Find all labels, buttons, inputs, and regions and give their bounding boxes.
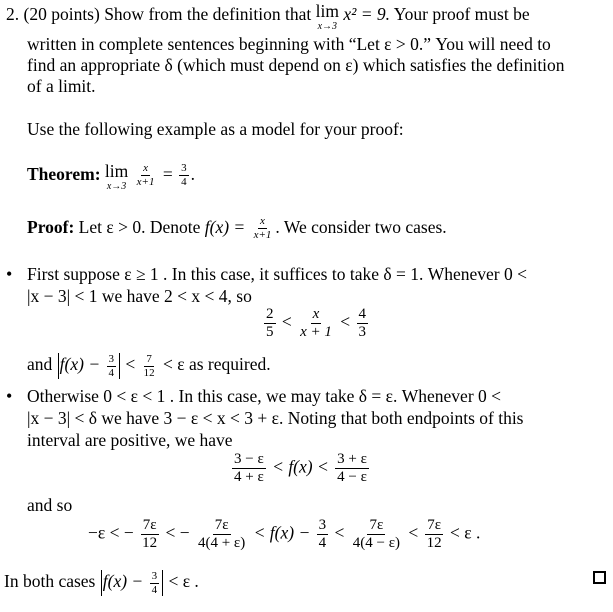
case2-line-3: interval are positive, we have — [27, 430, 233, 450]
theorem-line: Theorem: lim x→3 $\frac{x}{x+1}$ = $\frac{3}{4}$ . — [27, 161, 195, 192]
problem-line-2: written in complete sentences beginning with “Let ε > 0.” You will need to — [27, 34, 551, 54]
problem-line-3: find an appropriate δ (which must depend on ε) which satisfies the definition — [27, 55, 565, 75]
theorem-limit: lim x→3 — [104, 161, 129, 192]
model-intro: Use the following example as a model for your proof: — [27, 119, 404, 139]
case2-line-2: |x − 3| < δ we have 3 − ε < x < 3 + ε. Noting that both endpoints of this — [27, 408, 524, 428]
case1-inequality: $\frac{2}{5}$ < $\frac{x}{x + 1}$ < $\frac{4}{3}$ — [266, 306, 367, 340]
case1-line-1: First suppose ε ≥ 1 . In this case, it suffices to take δ = 1. Whenever 0 < — [27, 264, 528, 284]
case1-bound: and f(x) − $\frac{3}{4}$ < $\frac{7}{12}$ < ε as required. — [27, 352, 271, 379]
bullet-2: • — [6, 386, 13, 406]
case2-inequality: $\frac{3 - \varepsilon}{4 + \varepsilon}$ < f(x) < $\frac{3 + \varepsilon}{4 - \varepsilon}$ — [234, 451, 367, 485]
and-so: and so — [27, 495, 73, 515]
theorem-rhs: $\frac{3}{4}$ — [181, 162, 187, 189]
case2-line-1: Otherwise 0 < ε < 1 . In this case, we may take δ = ε. Whenever 0 < — [27, 386, 502, 406]
theorem-fraction: $\frac{x}{x+1}$ — [136, 162, 155, 189]
qed-square-icon — [593, 571, 606, 584]
problem-line-1: 2. (20 points) Show from the definition that lim x→3 x² = 9. Your proof must be — [6, 1, 530, 32]
limit-operator: lim x→3 — [315, 1, 339, 32]
bullet-1: • — [6, 264, 13, 284]
problem-line-4: of a limit. — [27, 76, 96, 96]
conclusion-line: In both cases f(x) − $\frac{3}{4}$ < ε . — [4, 569, 199, 596]
proof-line: Proof: Let ε > 0. Denote f(x) = $\frac{x}{x+1}$ . We consider two cases. — [27, 215, 447, 242]
proof-fraction: $\frac{x}{x+1}$ — [253, 215, 272, 242]
case2-chain: −ε < − $\frac{7\varepsilon}{12}$ < − $\frac{7\varepsilon}{4(4 + \varepsilon)}$ < f(x) − $\frac{3}{4}$ < $\frac{7\varepsilon}{4(4 - \varepsilon)}$ < $\frac{7\varepsilon}{12}$ < ε . — [88, 517, 481, 551]
case1-line-2: |x − 3| < 1 we have 2 < x < 4, so — [27, 286, 252, 306]
